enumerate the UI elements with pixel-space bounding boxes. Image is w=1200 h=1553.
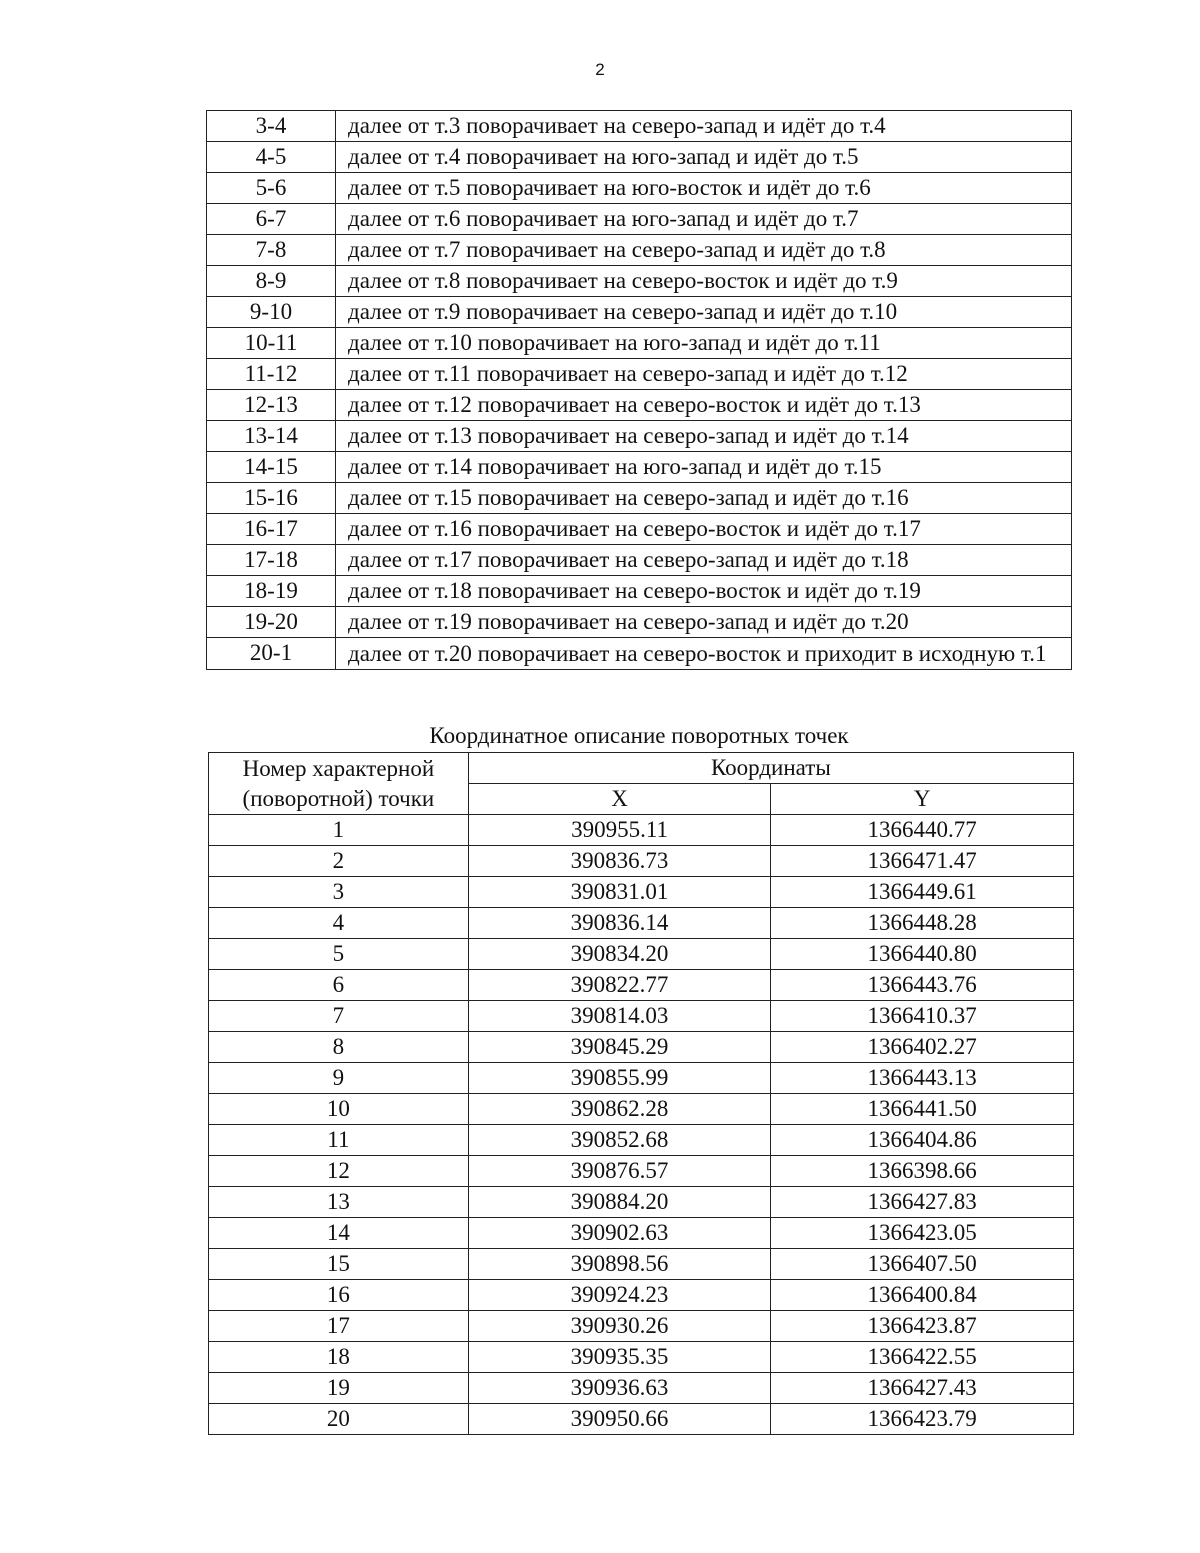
route-description: далее от т.9 поворачивает на северо-запад и идёт до т.10 bbox=[336, 297, 1072, 328]
route-row bbox=[207, 111, 1072, 142]
coordinate-row bbox=[209, 1249, 1074, 1280]
coordinate-x: 390831.01 bbox=[468, 877, 771, 908]
coordinate-row bbox=[209, 939, 1074, 970]
coordinate-row bbox=[209, 1218, 1074, 1249]
point-number: 15 bbox=[209, 1249, 469, 1280]
coordinate-x: 390924.23 bbox=[468, 1280, 771, 1311]
point-number: 5 bbox=[209, 939, 469, 970]
route-row bbox=[207, 607, 1072, 638]
route-description: далее от т.10 поворачивает на юго-запад и идёт до т.11 bbox=[336, 328, 1072, 359]
route-row bbox=[207, 266, 1072, 297]
coordinate-y: 1366404.86 bbox=[771, 1125, 1074, 1156]
route-table-body bbox=[207, 111, 1072, 670]
route-description: далее от т.11 поворачивает на северо-запад и идёт до т.12 bbox=[336, 359, 1072, 390]
route-segment: 15-16 bbox=[207, 483, 336, 514]
coordinate-x: 390898.56 bbox=[468, 1249, 771, 1280]
coordinates-table-body bbox=[209, 815, 1074, 1435]
coordinate-x: 390955.11 bbox=[468, 815, 771, 846]
point-number: 12 bbox=[209, 1156, 469, 1187]
coordinate-x: 390836.14 bbox=[468, 908, 771, 939]
route-description: далее от т.14 поворачивает на юго-запад и идёт до т.15 bbox=[336, 452, 1072, 483]
coordinate-x: 390876.57 bbox=[468, 1156, 771, 1187]
point-number: 8 bbox=[209, 1032, 469, 1063]
point-number: 6 bbox=[209, 970, 469, 1001]
point-number: 9 bbox=[209, 1063, 469, 1094]
point-number: 11 bbox=[209, 1125, 469, 1156]
route-row bbox=[207, 173, 1072, 204]
point-number: 3 bbox=[209, 877, 469, 908]
route-description: далее от т.17 поворачивает на северо-запад и идёт до т.18 bbox=[336, 545, 1072, 576]
coordinate-row bbox=[209, 1125, 1074, 1156]
route-description: далее от т.8 поворачивает на северо-восток и идёт до т.9 bbox=[336, 266, 1072, 297]
coordinate-row bbox=[209, 1001, 1074, 1032]
route-segment: 13-14 bbox=[207, 421, 336, 452]
coordinate-x: 390855.99 bbox=[468, 1063, 771, 1094]
route-description: далее от т.12 поворачивает на северо-восток и идёт до т.13 bbox=[336, 390, 1072, 421]
header-x: X bbox=[468, 784, 771, 815]
point-number: 20 bbox=[209, 1404, 469, 1435]
point-number: 4 bbox=[209, 908, 469, 939]
coordinates-table bbox=[208, 752, 1074, 1435]
coordinate-x: 390884.20 bbox=[468, 1187, 771, 1218]
coordinate-row bbox=[209, 1342, 1074, 1373]
coordinate-x: 390936.63 bbox=[468, 1373, 771, 1404]
coordinate-row bbox=[209, 1187, 1074, 1218]
coordinate-row bbox=[209, 1156, 1074, 1187]
route-description-table bbox=[206, 110, 1072, 670]
coordinate-y: 1366400.84 bbox=[771, 1280, 1074, 1311]
point-number: 2 bbox=[209, 846, 469, 877]
coordinate-row bbox=[209, 1311, 1074, 1342]
coordinate-row bbox=[209, 1094, 1074, 1125]
point-number: 10 bbox=[209, 1094, 469, 1125]
coordinate-y: 1366448.28 bbox=[771, 908, 1074, 939]
route-description: далее от т.3 поворачивает на северо-запад и идёт до т.4 bbox=[336, 111, 1072, 142]
route-segment: 10-11 bbox=[207, 328, 336, 359]
coordinate-y: 1366422.55 bbox=[771, 1342, 1074, 1373]
route-description: далее от т.5 поворачивает на юго-восток и идёт до т.6 bbox=[336, 173, 1072, 204]
route-description: далее от т.15 поворачивает на северо-запад и идёт до т.16 bbox=[336, 483, 1072, 514]
point-number: 19 bbox=[209, 1373, 469, 1404]
route-description: далее от т.19 поворачивает на северо-запад и идёт до т.20 bbox=[336, 607, 1072, 638]
route-segment: 9-10 bbox=[207, 297, 336, 328]
coordinate-y: 1366443.76 bbox=[771, 970, 1074, 1001]
route-row bbox=[207, 576, 1072, 607]
coordinate-y: 1366440.80 bbox=[771, 939, 1074, 970]
route-row bbox=[207, 297, 1072, 328]
coordinate-x: 390822.77 bbox=[468, 970, 771, 1001]
route-row bbox=[207, 142, 1072, 173]
coordinate-y: 1366423.87 bbox=[771, 1311, 1074, 1342]
coordinate-x: 390930.26 bbox=[468, 1311, 771, 1342]
route-description: далее от т.18 поворачивает на северо-восток и идёт до т.19 bbox=[336, 576, 1072, 607]
coordinate-row bbox=[209, 908, 1074, 939]
page-number: 2 bbox=[595, 60, 605, 79]
route-segment: 14-15 bbox=[207, 452, 336, 483]
header-coordinates: Координаты bbox=[468, 753, 1073, 784]
route-row bbox=[207, 514, 1072, 545]
route-segment: 12-13 bbox=[207, 390, 336, 421]
coordinate-x: 390862.28 bbox=[468, 1094, 771, 1125]
route-segment: 20-1 bbox=[207, 638, 336, 670]
coordinates-table-title: Координатное описание поворотных точек bbox=[429, 723, 849, 748]
route-description: далее от т.6 поворачивает на юго-запад и идёт до т.7 bbox=[336, 204, 1072, 235]
coordinate-x: 390950.66 bbox=[468, 1404, 771, 1435]
route-segment: 7-8 bbox=[207, 235, 336, 266]
coordinate-x: 390836.73 bbox=[468, 846, 771, 877]
point-number: 7 bbox=[209, 1001, 469, 1032]
point-number: 13 bbox=[209, 1187, 469, 1218]
coordinate-x: 390935.35 bbox=[468, 1342, 771, 1373]
point-number: 1 bbox=[209, 815, 469, 846]
coordinate-row bbox=[209, 1063, 1074, 1094]
route-description: далее от т.4 поворачивает на юго-запад и идёт до т.5 bbox=[336, 142, 1072, 173]
coordinate-row bbox=[209, 877, 1074, 908]
route-description: далее от т.16 поворачивает на северо-восток и идёт до т.17 bbox=[336, 514, 1072, 545]
route-row bbox=[207, 421, 1072, 452]
route-segment: 8-9 bbox=[207, 266, 336, 297]
coordinate-y: 1366407.50 bbox=[771, 1249, 1074, 1280]
route-row bbox=[207, 204, 1072, 235]
route-segment: 3-4 bbox=[207, 111, 336, 142]
point-number: 14 bbox=[209, 1218, 469, 1249]
route-description: далее от т.13 поворачивает на северо-запад и идёт до т.14 bbox=[336, 421, 1072, 452]
route-row bbox=[207, 235, 1072, 266]
point-number: 17 bbox=[209, 1311, 469, 1342]
coordinate-y: 1366471.47 bbox=[771, 846, 1074, 877]
point-number: 18 bbox=[209, 1342, 469, 1373]
coordinate-row bbox=[209, 1280, 1074, 1311]
coordinate-y: 1366443.13 bbox=[771, 1063, 1074, 1094]
route-row bbox=[207, 545, 1072, 576]
coordinate-y: 1366440.77 bbox=[771, 815, 1074, 846]
coordinate-y: 1366423.05 bbox=[771, 1218, 1074, 1249]
route-segment: 17-18 bbox=[207, 545, 336, 576]
route-segment: 4-5 bbox=[207, 142, 336, 173]
coordinate-y: 1366427.83 bbox=[771, 1187, 1074, 1218]
point-number: 16 bbox=[209, 1280, 469, 1311]
coordinate-row bbox=[209, 1373, 1074, 1404]
route-segment: 5-6 bbox=[207, 173, 336, 204]
route-row bbox=[207, 390, 1072, 421]
coordinate-row bbox=[209, 1032, 1074, 1063]
route-segment: 18-19 bbox=[207, 576, 336, 607]
coordinate-y: 1366427.43 bbox=[771, 1373, 1074, 1404]
coordinate-y: 1366449.61 bbox=[771, 877, 1074, 908]
coordinate-y: 1366398.66 bbox=[771, 1156, 1074, 1187]
coordinate-row bbox=[209, 815, 1074, 846]
coordinate-x: 390902.63 bbox=[468, 1218, 771, 1249]
route-segment: 6-7 bbox=[207, 204, 336, 235]
coordinate-y: 1366441.50 bbox=[771, 1094, 1074, 1125]
coordinate-x: 390814.03 bbox=[468, 1001, 771, 1032]
coordinate-row bbox=[209, 846, 1074, 877]
route-description: далее от т.7 поворачивает на северо-запад и идёт до т.8 bbox=[336, 235, 1072, 266]
route-description: далее от т.20 поворачивает на северо-восток и приходит в исходную т.1 bbox=[336, 638, 1072, 670]
route-row bbox=[207, 638, 1072, 670]
coordinate-y: 1366423.79 bbox=[771, 1404, 1074, 1435]
header-y: Y bbox=[771, 784, 1074, 815]
coordinate-x: 390834.20 bbox=[468, 939, 771, 970]
route-row bbox=[207, 452, 1072, 483]
coordinate-row bbox=[209, 1404, 1074, 1435]
route-segment: 19-20 bbox=[207, 607, 336, 638]
coordinate-y: 1366410.37 bbox=[771, 1001, 1074, 1032]
route-segment: 11-12 bbox=[207, 359, 336, 390]
route-row bbox=[207, 328, 1072, 359]
coordinates-table-header bbox=[209, 753, 1074, 815]
coordinate-x: 390845.29 bbox=[468, 1032, 771, 1063]
route-row bbox=[207, 483, 1072, 514]
route-row bbox=[207, 359, 1072, 390]
coordinate-x: 390852.68 bbox=[468, 1125, 771, 1156]
route-segment: 16-17 bbox=[207, 514, 336, 545]
header-point-number: Номер характерной (поворотной) точки bbox=[209, 753, 469, 815]
coordinate-row bbox=[209, 970, 1074, 1001]
coordinate-y: 1366402.27 bbox=[771, 1032, 1074, 1063]
